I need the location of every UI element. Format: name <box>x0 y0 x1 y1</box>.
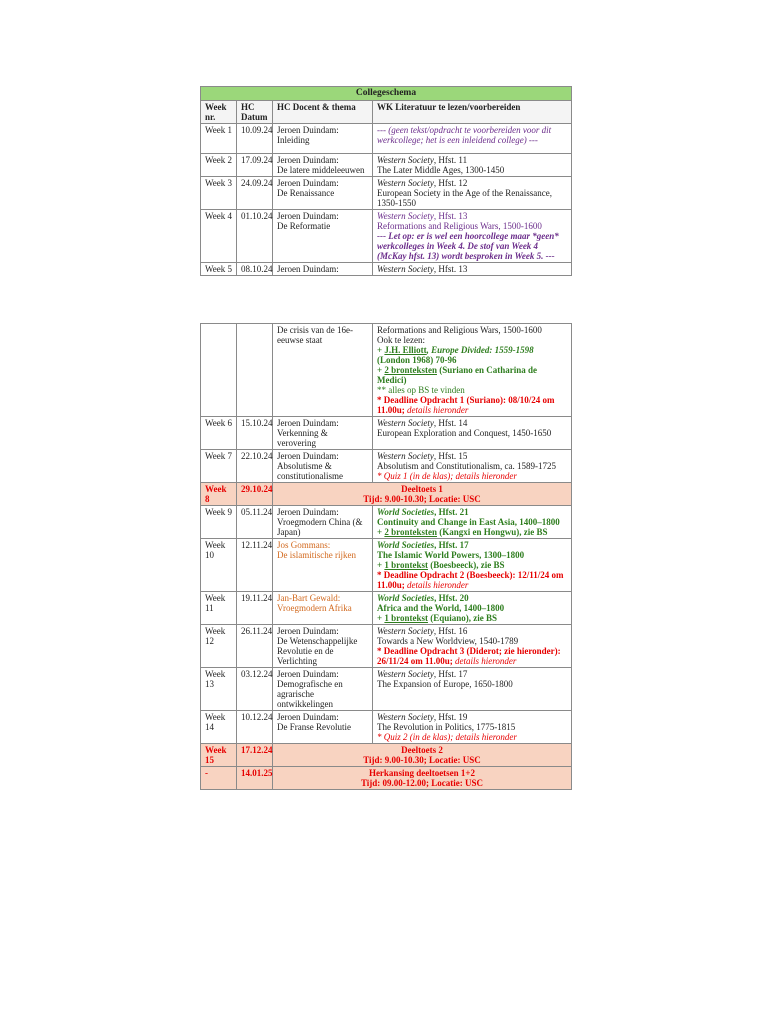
docent-name: Jeroen Duindam: <box>277 507 339 517</box>
schedule-table-2 <box>200 323 572 790</box>
book-title: World Societies <box>377 593 435 603</box>
header-hc-docent: HC Docent & thema <box>273 101 373 124</box>
theme-cell: De crisis van de 16e-eeuwse staat <box>273 324 373 417</box>
table-title: Collegeschema <box>201 87 572 101</box>
lit-cell: --- (geen tekst/opdracht te voorbereiden voor dit werkcollege; het is een inleidend college) --- <box>373 124 572 154</box>
brontekst-link[interactable]: 1 brontekst <box>384 613 428 623</box>
table-row <box>201 324 572 417</box>
bronteksten-link[interactable]: 2 bronteksten <box>384 527 437 537</box>
chapter: , Hfst. 16 <box>433 626 468 636</box>
book-title: Western Society <box>377 264 434 274</box>
docent-name: Jeroen Duindam: <box>277 125 339 135</box>
deadline: * Deadline Opdracht 1 (Suriano): 08/10/24 om 11.00u; <box>377 395 555 415</box>
deeltoets-row <box>201 744 572 767</box>
toets-cell <box>273 744 572 767</box>
docent-cell <box>273 506 373 539</box>
lit-cell <box>373 417 572 450</box>
week-cell: Week 6 <box>201 417 237 450</box>
theme: De Reformatie <box>277 221 331 231</box>
alles-op-bs: ** alles op BS te vinden <box>377 385 465 395</box>
plus: + <box>377 613 385 623</box>
plus: + <box>377 527 385 537</box>
lit-cell <box>373 711 572 744</box>
date-cell: 26.11.24 <box>237 625 273 668</box>
lit-cell <box>373 625 572 668</box>
book-title: Western Society <box>377 178 434 188</box>
table-row <box>201 711 572 744</box>
chapter-title: Continuity and Change in East Asia, 1400–1800 <box>377 517 560 527</box>
plus: + <box>377 560 385 570</box>
week-cell: Week 15 <box>201 744 237 767</box>
schedule-table-1 <box>200 86 572 276</box>
week-cell: Week 11 <box>201 592 237 625</box>
docent-name: Jeroen Duindam: <box>277 669 339 679</box>
chapter-title: Africa and the World, 1400–1800 <box>377 603 505 613</box>
chapter: , Hfst. 17 <box>434 540 469 550</box>
bron-rest: (Equiano), zie BS <box>427 613 497 623</box>
week-cell: Week 3 <box>201 177 237 210</box>
chapter-title: The Revolution in Politics, 1775-1815 <box>377 722 516 732</box>
book-title: Western Society <box>377 418 434 428</box>
header-week: Week nr. <box>201 101 237 124</box>
book-title: Western Society <box>377 155 434 165</box>
docent-cell <box>273 668 373 711</box>
date-cell: 05.11.24 <box>237 506 273 539</box>
ook-te-lezen: Ook te lezen: <box>377 335 425 345</box>
header-wk: WK Literatuur te lezen/voorbereiden <box>373 101 572 124</box>
theme: De Wetenschappelijke Revolutie en de Verlichting <box>277 636 358 666</box>
docent-cell <box>273 177 373 210</box>
chapter-title: Towards a New Worldview, 1540-1789 <box>377 636 519 646</box>
toets-title: Deeltoets 1 <box>401 484 443 494</box>
deadline: * Deadline Opdracht 2 (Boesbeeck): 12/11/24 om 11.00u; <box>377 570 564 590</box>
chapter: , Hfst. 15 <box>433 451 468 461</box>
date-cell: 03.12.24 <box>237 668 273 711</box>
docent-name: Jan-Bart Gewald: <box>277 593 341 603</box>
table-row <box>201 668 572 711</box>
week-cell: Week 1 <box>201 124 237 154</box>
docent-name: Jeroen Duindam: <box>277 626 339 636</box>
bron-rest: (Boesbeeck), zie BS <box>427 560 505 570</box>
docent-cell: Jeroen Duindam: <box>273 263 373 276</box>
date-cell: 17.09.24 <box>237 154 273 177</box>
week-cell: Week 8 <box>201 483 237 506</box>
docent-cell <box>273 592 373 625</box>
toets-info: Tijd: 9.00-10.30; Locatie: USC <box>363 494 481 504</box>
table-row <box>201 539 572 592</box>
chapter-title: Reformations and Religious Wars, 1500-1600 <box>377 221 542 231</box>
chapter: , Hfst. 13 <box>433 264 468 274</box>
elliott-rest: (London 1968) 70-96 <box>377 355 457 365</box>
lit-cell <box>373 668 572 711</box>
docent-cell <box>273 210 373 263</box>
date-cell: 15.10.24 <box>237 417 273 450</box>
week-cell: Week 5 <box>201 263 237 276</box>
lit-cell <box>373 210 572 263</box>
docent-name: Jeroen Duindam: <box>277 155 339 165</box>
docent-name: Jeroen Duindam: <box>277 418 339 428</box>
bronteksten-link[interactable]: 2 bronteksten <box>384 365 437 375</box>
book-title: World Societies <box>377 507 435 517</box>
chapter: , Hfst. 20 <box>434 593 469 603</box>
note: --- Let op: er is wel een hoorcollege maar *geen* werkcolleges in Week 4. De stof van Week 4 (McKay hfst. 13) wordt besproken in Week 5. --- <box>377 231 559 261</box>
brontekst-link[interactable]: 1 brontekst <box>384 560 428 570</box>
docent-cell <box>273 711 373 744</box>
toets-title: Herkansing deeltoetsen 1+2 <box>368 768 476 778</box>
quiz: * Quiz 2 (in de klas); details hieronder <box>377 732 517 742</box>
date-cell <box>237 324 273 417</box>
book-title: Western Society <box>377 712 434 722</box>
docent-name: Jeroen Duindam: <box>277 178 339 188</box>
bron-rest: (Kangxi en Hongwu), zie BS <box>436 527 548 537</box>
book-title: Western Society <box>377 669 434 679</box>
herkansing-row <box>201 767 572 790</box>
theme: De Franse Revolutie <box>277 722 351 732</box>
week-cell <box>201 324 237 417</box>
date-cell: 01.10.24 <box>237 210 273 263</box>
docent-name: Jos Gommans: <box>277 540 331 550</box>
week-cell: Week 9 <box>201 506 237 539</box>
deadline: * Deadline Opdracht 3 (Diderot; zie hieronder): 26/11/24 om 11.00u; <box>377 646 561 666</box>
table-row <box>201 625 572 668</box>
table-row <box>201 210 572 263</box>
docent-cell <box>273 124 373 154</box>
chapter-title: Reformations and Religious Wars, 1500-1600 <box>377 325 542 335</box>
date-cell: 19.11.24 <box>237 592 273 625</box>
table-row <box>201 450 572 483</box>
header-hc-datum: HC Datum <box>237 101 273 124</box>
book-title: Western Society <box>377 211 434 221</box>
quiz: * Quiz 1 (in de klas); details hieronder <box>377 471 517 481</box>
date-cell: 10.09.24 <box>237 124 273 154</box>
chapter: , Hfst. 12 <box>433 178 468 188</box>
table-row <box>201 592 572 625</box>
week-cell: Week 4 <box>201 210 237 263</box>
plus: + <box>377 365 385 375</box>
lit-cell <box>373 592 572 625</box>
lit-cell <box>373 263 572 276</box>
toets-cell <box>273 767 572 790</box>
chapter: , Hfst. 17 <box>433 669 468 679</box>
deeltoets-row <box>201 483 572 506</box>
chapter: , Hfst. 19 <box>433 712 468 722</box>
chapter: , Hfst. 21 <box>434 507 469 517</box>
bron-rest: (Suriano en Catharina de Medici) <box>377 365 537 385</box>
theme: De Renaissance <box>277 188 335 198</box>
theme: De latere middeleeuwen <box>277 165 365 175</box>
details-link: details hieronder <box>407 405 469 415</box>
theme: Vroegmodern China (& Japan) <box>277 517 363 537</box>
table-row <box>201 124 572 154</box>
docent-cell <box>273 539 373 592</box>
book-title: World Societies <box>377 540 435 550</box>
toets-info: Tijd: 9.00-10.30; Locatie: USC <box>363 755 481 765</box>
details-link: details hieronder <box>455 656 517 666</box>
elliott-title: , Europe Divided: 1559-1598 <box>426 345 534 355</box>
elliott-link[interactable]: J.H. Elliott <box>384 345 427 355</box>
details-link: details hieronder <box>407 580 469 590</box>
lit-cell <box>373 154 572 177</box>
table-row <box>201 506 572 539</box>
table-row <box>201 177 572 210</box>
week-cell: Week 12 <box>201 625 237 668</box>
book-title: Western Society <box>377 451 434 461</box>
week-cell: Week 7 <box>201 450 237 483</box>
date-cell: 24.09.24 <box>237 177 273 210</box>
theme: Verkenning & verovering <box>277 428 328 448</box>
chapter-title: The Later Middle Ages, 1300-1450 <box>377 165 505 175</box>
toets-title: Deeltoets 2 <box>401 745 443 755</box>
date-cell: 08.10.24 <box>237 263 273 276</box>
table-row <box>201 154 572 177</box>
date-cell: 12.11.24 <box>237 539 273 592</box>
toets-info: Tijd: 09.00-12.00; Locatie: USC <box>360 778 484 788</box>
chapter-title: European Society in the Age of the Renaissance, 1350-1550 <box>377 188 552 208</box>
book-title: Western Society <box>377 626 434 636</box>
theme: De islamitische rijken <box>277 550 356 560</box>
table-row <box>201 263 572 276</box>
theme: Vroegmodern Afrika <box>277 603 352 613</box>
chapter-title: European Exploration and Conquest, 1450-1650 <box>377 428 552 438</box>
lit-cell <box>373 506 572 539</box>
date-cell: 22.10.24 <box>237 450 273 483</box>
docent-cell <box>273 625 373 668</box>
date-cell: 10.12.24 <box>237 711 273 744</box>
theme: Inleiding <box>277 135 310 145</box>
docent-cell <box>273 154 373 177</box>
toets-cell <box>273 483 572 506</box>
docent-cell <box>273 450 373 483</box>
chapter: , Hfst. 13 <box>433 211 468 221</box>
date-cell: 17.12.24 <box>237 744 273 767</box>
plus: + <box>377 345 385 355</box>
chapter-title: Absolutism and Constitutionalism, ca. 1589-1725 <box>377 461 556 471</box>
lit-cell <box>373 324 572 417</box>
docent-name: Jeroen Duindam: <box>277 451 339 461</box>
chapter: , Hfst. 14 <box>433 418 468 428</box>
docent-name: Jeroen Duindam: <box>277 211 339 221</box>
lit-cell <box>373 539 572 592</box>
week-cell: Week 2 <box>201 154 237 177</box>
lit-cell <box>373 450 572 483</box>
week-cell: - <box>201 767 237 790</box>
theme: Demografische en agrarische ontwikkelingen <box>277 679 343 709</box>
date-cell: 14.01.25 <box>237 767 273 790</box>
docent-name: Jeroen Duindam: <box>277 712 339 722</box>
week-cell: Week 13 <box>201 668 237 711</box>
lit-cell <box>373 177 572 210</box>
week-cell: Week 10 <box>201 539 237 592</box>
chapter-title: The Islamic World Powers, 1300–1800 <box>377 550 525 560</box>
table-row <box>201 417 572 450</box>
week-cell: Week 14 <box>201 711 237 744</box>
docent-cell <box>273 417 373 450</box>
chapter: , Hfst. 11 <box>433 155 468 165</box>
theme: Absolutisme & constitutionalisme <box>277 461 343 481</box>
date-cell: 29.10.24 <box>237 483 273 506</box>
chapter-title: The Expansion of Europe, 1650-1800 <box>377 679 513 689</box>
